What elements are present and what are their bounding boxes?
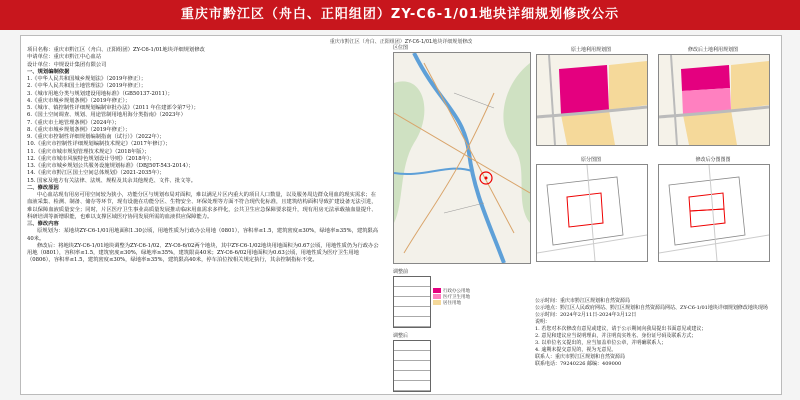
content-heading: 三、修改内容 xyxy=(27,221,59,227)
basis-item: 14.《重庆市黔江区国土空间总体规划》（2021-2035年）； xyxy=(27,170,165,177)
text-column xyxy=(27,47,379,265)
sheet-title: 重庆市黔江区（舟白、正阳组团）ZY-C6-1/01地块详细规划修改 xyxy=(329,39,473,45)
basis-item: 6.《国土空间调查、规划、用途管制用地用海分类指南》（2023年） xyxy=(27,112,186,119)
map-legend xyxy=(433,288,470,306)
legend-swatch xyxy=(433,288,441,293)
location-map xyxy=(393,52,531,264)
notice-line: 公示时间：重庆市黔江区规划和自然资源局 xyxy=(535,298,631,304)
basis-item: 4.《重庆市城乡规划条例》（2019年修正）； xyxy=(27,97,131,104)
basis-item: 13.《重庆市城乡规划公共服务设施规划标准》（DBJ50T-543-2014）； xyxy=(27,163,194,169)
modified-land-plan-map xyxy=(658,54,770,146)
notice-line: 公示时间：2024年2月11日-2024年3月12日 xyxy=(535,312,637,318)
original-land-plan-label: 原土地利用规划图 xyxy=(570,47,611,53)
legend-admin: 行政办公用地 xyxy=(433,288,470,294)
notice-line: 公示地点：黔江区人民政府网站、黔江区规划和自然资源局网站、ZY-C6-1/01地块详细规划修改地块现场 xyxy=(535,305,768,311)
modified-land-plan-label: 修改后土地利用规划图 xyxy=(687,47,738,53)
basis-item: 3.《城市用地分类与规划建设用地标准》（GB50137-2011）； xyxy=(27,90,173,97)
reason-heading: 二、修改原因 xyxy=(27,184,59,191)
basis-item: 10.《重庆市控制性详细规划编制技术规定》（2017年修订）； xyxy=(27,141,171,148)
original-control-plan-label: 原分图图 xyxy=(580,157,601,163)
basis-item: 15. 国家及地方有关法律、法规、规程及其余其他规范、文件、批文等。 xyxy=(27,177,197,184)
original-control-plan-map xyxy=(536,164,648,262)
basis-item: 8.《重庆市城乡规划条例》（2019年修正）； xyxy=(27,126,131,133)
public-notice xyxy=(535,298,775,368)
notice-line: 4. 逾期未提交意见的，视为无意见。 xyxy=(535,347,617,353)
basis-item: 11.《重庆市城市规划管理技术规定》（2018年版）； xyxy=(27,148,150,155)
table-after xyxy=(393,340,431,392)
basis-item: 5.《城市、镇控制性详细规划编制审批办法》（2011 年住建部令第7号）； xyxy=(27,105,199,111)
original-plan-text: 原规划为：某地块ZY-C6-1/01用地面积1.30公顷，用地性质为行政办公用地（0801），容积率≤1.5，建筑密度≤30%，绿地率≥35%，建筑限高40米。 xyxy=(27,228,379,242)
notice-line: 3. 以单位名义提出的，应当加盖单位公章，并明确联系人； xyxy=(535,340,667,346)
page-title: 重庆市黔江区（舟白、正阳组团）ZY-C6-1/01地块详细规划修改公示 xyxy=(180,7,620,22)
modified-plan-text: 修改后：将地块ZY-C6-1/01地块调整为ZY-C6-1/02、ZY-C6-6/02两个地块，其中ZY-C6-1/02地块用地面积为0.67公顷，用地性质仍为行政办公用地（0801），容积率≤1.5，建筑密度≤30%，绿地率≥35%，建筑限高40米；ZY-C6-6/02用地面积为0.63公顷，用地性质为医疗卫生用地（0806），容积率≤1.5，建筑密度≤30%，绿地率≥35%，建筑限高40米，停车泊位按相关规定执行，其余控制指标不变。 xyxy=(27,242,379,264)
notice-line: 联系电话：79240226 邮编：409000 xyxy=(535,361,622,367)
planning-sheet xyxy=(20,35,782,395)
modified-control-plan-label: 修改后分图图图 xyxy=(695,157,731,163)
legend-medical: 医疗卫生用地 xyxy=(433,294,470,300)
title-banner xyxy=(0,0,800,30)
applicant: 申请单位：重庆市黔江中心血站 xyxy=(27,54,102,61)
location-map-drawing xyxy=(394,53,530,263)
basis-item: 2.《中华人民共和国土地管理法》（2019年修正）； xyxy=(27,83,147,90)
basis-item: 7.《重庆市土地管理条例》（2024年）； xyxy=(27,119,120,126)
notice-line: 2. 意见和建议应当说明理由，并注明真实姓名、身份证号码及联系方式； xyxy=(535,333,697,339)
legend-swatch xyxy=(433,300,441,305)
basis-item: 9.《重庆市控制性详细规划编制指南（试行）》（2022年）； xyxy=(27,134,165,140)
designer: 设计单位：中规设计集团有限公司 xyxy=(27,61,107,68)
notice-line: 联系人：重庆市黔江区规划和自然资源局 xyxy=(535,354,626,360)
table-after-label: 调整后 xyxy=(393,333,409,339)
legend-swatch xyxy=(433,294,441,299)
location-map-label: 区位图 xyxy=(393,45,409,51)
admin-parcel xyxy=(681,65,730,91)
notice-line: 说明： xyxy=(535,319,551,325)
basis-item: 12.《重庆市城市风貌特色规划设计导则》（2018年）； xyxy=(27,155,155,162)
original-land-plan-map xyxy=(536,54,648,146)
basis-item: 1.《中华人民共和国城乡规划法》（2019年修正）； xyxy=(27,76,147,82)
table-before xyxy=(393,276,431,328)
project-name: 项目名称：重庆市黔江区（舟白、正阳组团）ZY-C6-1/01地块详细规划修改 xyxy=(27,47,205,53)
admin-parcel xyxy=(559,65,609,115)
notice-line: 1. 若您对本次修改有意见或建议，请于公示期间向我局提出书面意见或建议； xyxy=(535,326,707,332)
legend-residential: 居住用地 xyxy=(433,300,470,306)
table-before-label: 调整前 xyxy=(393,269,409,275)
modified-control-plan-map xyxy=(658,164,770,262)
basis-heading: 一、规划编制依据 xyxy=(27,68,70,75)
reason-text: 中心血站现有用房可用空间较为狭小，功能分区与规划布局对面积，难以满足片区内重大的项目人口数量，以及服务周边群众用血的现实需求；在血液采集、检测、制备、储存等环节，现有设施在功能分区、生物安全、环保处理等方面不符合现代化标准，且建筑结构面积导致扩建设备无法引进，难以保障血液质量安全；同时，片区医疗卫生事业高质量发展推动临床用血需求多样化，公共卫生应急保障要求提升，现有用房无法承载抽血量提升、科研培训等新增职能，也难以支撑区域医疗协同发展所需的血液供应保障能力。 xyxy=(27,192,377,220)
